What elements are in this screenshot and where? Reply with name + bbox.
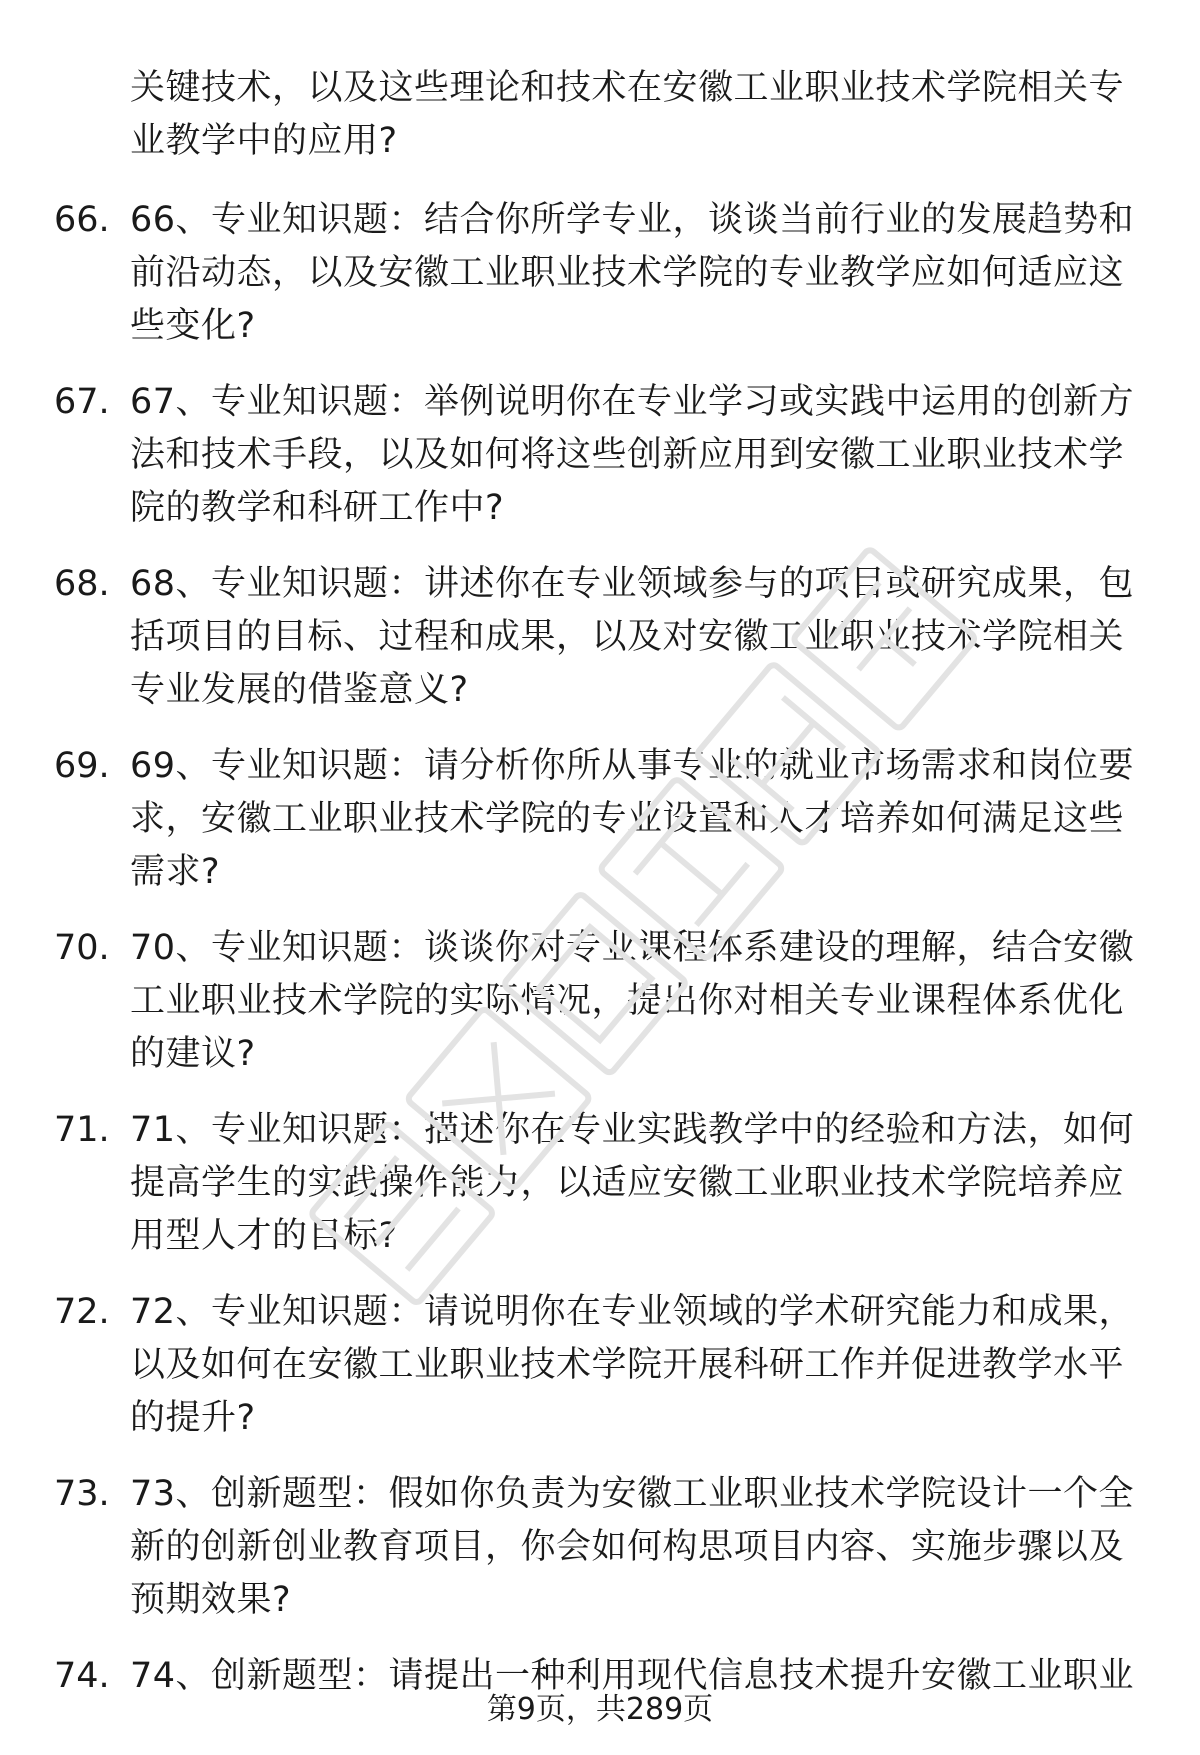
list-item: [0, 558, 1200, 740]
list-item: [0, 1286, 1200, 1468]
question-text: 70、专业知识题：谈谈你对专业课程体系建设的理解，结合安徽工业职业技术学院的实际情况，提出你对相关专业课程体系优化的建议?: [130, 928, 1135, 1074]
question-text: 69、专业知识题：请分析你所从事专业的就业市场需求和岗位要求，安徽工业职业技术学院的专业设置和人才培养如何满足这些需求?: [130, 746, 1135, 892]
question-number: 68.: [54, 564, 110, 604]
question-number: 71.: [54, 1110, 110, 1150]
question-number: 73.: [54, 1474, 110, 1514]
question-text: 74、创新题型：请提出一种利用现代信息技术提升安徽工业职业: [130, 1656, 1135, 1696]
question-text: 71、专业知识题：描述你在专业实践教学中的经验和方法，如何提高学生的实践操作能力，以适应安徽工业职业技术学院培养应用型人才的目标?: [130, 1110, 1135, 1256]
question-number: 66.: [54, 200, 110, 240]
question-text: 68、专业知识题：讲述你在专业领域参与的项目或研究成果，包括项目的目标、过程和成果，以及对安徽工业职业技术学院相关专业发展的借鉴意义?: [130, 564, 1135, 710]
question-text: 66、专业知识题：结合你所学专业，谈谈当前行业的发展趋势和前沿动态，以及安徽工业职业技术学院的专业教学应如何适应这些变化?: [130, 200, 1135, 346]
question-number: 69.: [54, 746, 110, 786]
list-item: [0, 194, 1200, 376]
question-list: [0, 194, 1200, 1710]
list-item: [0, 922, 1200, 1104]
continued-question-text: 关键技术，以及这些理论和技术在安徽工业职业技术学院相关专业教学中的应用?: [130, 68, 1125, 161]
list-item: [0, 1468, 1200, 1650]
question-number: 67.: [54, 382, 110, 422]
question-text: 73、创新题型：假如你负责为安徽工业职业技术学院设计一个全新的创新创业教育项目，你会如何构思项目内容、实施步骤以及预期效果?: [130, 1474, 1135, 1620]
list-item: [0, 740, 1200, 922]
page-footer: 第9页，共289页: [486, 1692, 714, 1727]
list-item: [0, 1104, 1200, 1286]
question-number: 74.: [54, 1656, 110, 1696]
question-text: 67、专业知识题：举例说明你在专业学习或实践中运用的创新方法和技术手段，以及如何将这些创新应用到安徽工业职业技术学院的教学和科研工作中?: [130, 382, 1135, 528]
list-item: [0, 376, 1200, 558]
question-text: 72、专业知识题：请说明你在专业领域的学术研究能力和成果，以及如何在安徽工业职业技术学院开展科研工作并促进教学水平的提升?: [130, 1292, 1135, 1438]
question-number: 70.: [54, 928, 110, 968]
question-number: 72.: [54, 1292, 110, 1332]
